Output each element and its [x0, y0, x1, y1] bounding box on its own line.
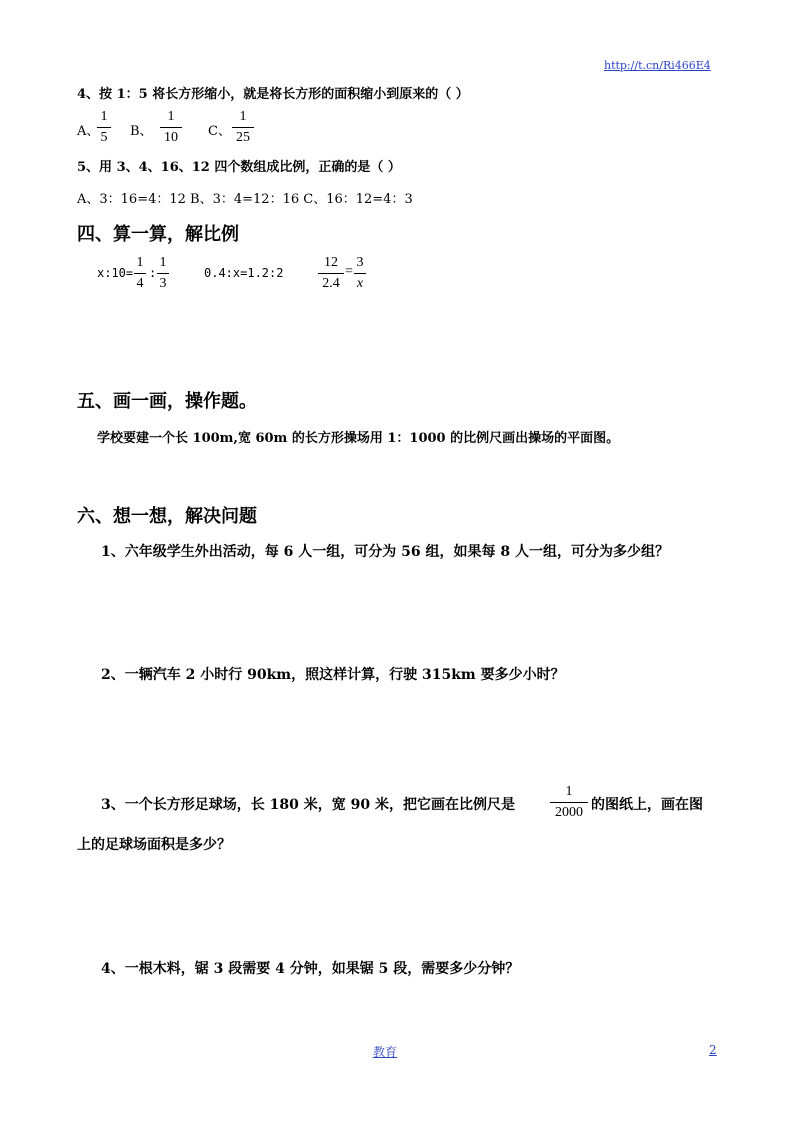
section-5-title: 五、画一画，操作题。 [77, 391, 257, 412]
fraction-bar [97, 127, 111, 128]
fraction-denominator: 4 [136, 276, 144, 291]
fraction-numerator: 1 [565, 784, 573, 799]
section-4-title: 四、算一算，解比例 [77, 224, 239, 245]
equation-1-separator: : [149, 266, 157, 280]
fraction-bar [134, 273, 146, 274]
fraction-denominator: 2.4 [322, 276, 340, 291]
q4-option-b-label: B、 [130, 124, 153, 139]
question-5-text: 5、用 3、4、16、12 四个数组成比例，正确的是（ ） [77, 160, 401, 175]
section-5-text: 学校要建一个长 100m,宽 60m 的长方形操场用 1：1000 的比例尺画出操场的平面图。 [97, 431, 620, 446]
fraction-denominator: 10 [164, 130, 178, 145]
fraction-numerator: 12 [324, 255, 338, 270]
fraction-denominator: 25 [236, 130, 250, 145]
problem-3-text-b: 的图纸上，画在图 [591, 797, 703, 813]
equation-3-fraction-1 [318, 254, 344, 293]
q4-option-a-fraction [97, 108, 111, 147]
problem-4-text: 4、一根木料，锯 3 段需要 4 分钟，如果锯 5 段，需要多少分钟？ [101, 961, 520, 977]
equation-2: 0.4:x=1.2:2 [204, 266, 284, 280]
q4-option-c-label: C、 [208, 124, 231, 139]
q4-option-c-fraction [232, 108, 254, 147]
footer-center-link[interactable]: 教育 [373, 1045, 398, 1059]
question-5-options: A、3：16=4：12 B、3：4=12：16 C、16：12=4：3 [77, 192, 413, 207]
fraction-denominator: 5 [100, 130, 108, 145]
fraction-denominator: x [356, 276, 364, 291]
problem-3-text-a: 3、一个长方形足球场，长 180 米，宽 90 米，把它画在比例尺是 [101, 797, 515, 813]
equation-1-prefix: x:10= [97, 266, 134, 280]
q4-option-b-fraction [160, 108, 182, 147]
fraction-bar [232, 127, 254, 128]
page-number: 2 [709, 1043, 717, 1057]
fraction-denominator: 3 [159, 276, 167, 291]
fraction-numerator: 1 [136, 255, 144, 270]
fraction-numerator: 1 [159, 255, 167, 270]
question-4-text: 4、按 1：5 将长方形缩小，就是将长方形的面积缩小到原来的（ ） [77, 87, 469, 102]
equation-1-fraction-1 [134, 254, 146, 293]
problem-3-scale-fraction [550, 783, 588, 822]
equation-3-fraction-2 [354, 254, 366, 293]
fraction-numerator: 1 [239, 109, 247, 124]
fraction-bar [354, 273, 366, 274]
fraction-numerator: 1 [100, 109, 108, 124]
fraction-bar [157, 273, 169, 274]
fraction-denominator: 2000 [555, 805, 583, 820]
problem-1-text: 1、六年级学生外出活动，每 6 人一组，可分为 56 组，如果每 8 人一组，可分为多少组？ [101, 544, 669, 560]
header-url-link[interactable]: http://t.cn/Ri466E4 [604, 59, 711, 72]
q4-option-a-label: A、 [77, 124, 100, 139]
fraction-numerator: 1 [167, 109, 175, 124]
section-6-title: 六、想一想，解决问题 [77, 506, 257, 527]
fraction-bar [550, 802, 588, 803]
problem-2-text: 2、一辆汽车 2 小时行 90km，照这样计算，行驶 315km 要多少小时？ [101, 667, 565, 683]
fraction-bar [318, 273, 344, 274]
equation-1-fraction-2 [157, 254, 169, 293]
fraction-numerator: 3 [356, 255, 364, 270]
equation-3-equals: = [345, 264, 353, 279]
fraction-bar [160, 127, 182, 128]
problem-3-text-c: 上的足球场面积是多少？ [77, 837, 231, 853]
